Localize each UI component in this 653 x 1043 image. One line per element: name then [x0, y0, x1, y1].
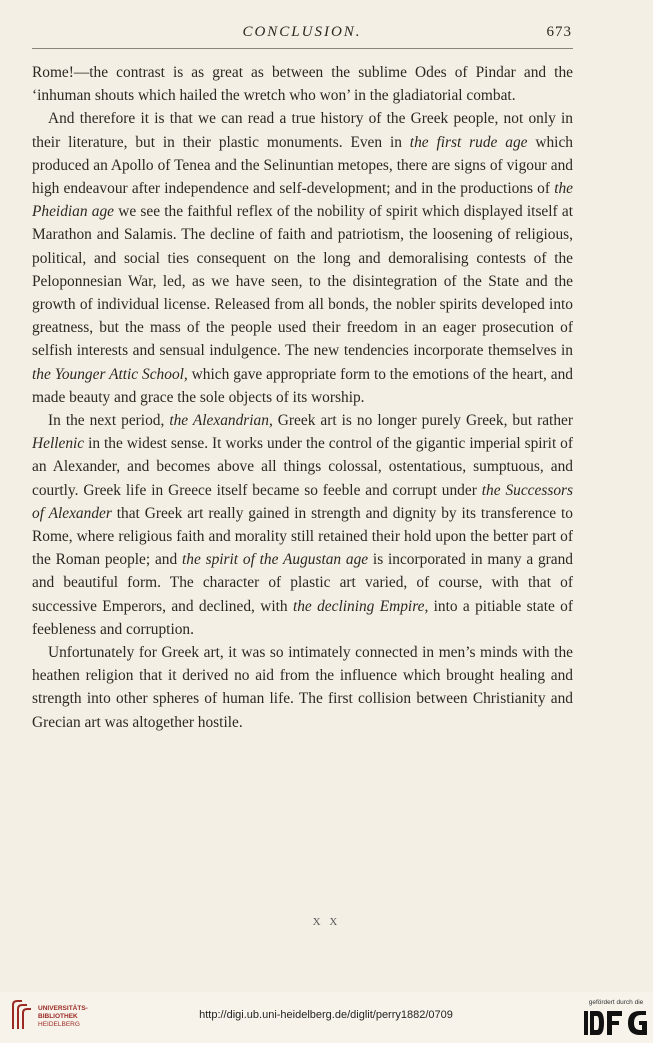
- library-name-line: BIBLIOTHEK: [38, 1013, 78, 1020]
- dfg-logo-icon: [584, 1009, 648, 1037]
- text-run: is incorporated in many a grand and beautiful form. The character of plastic art varied, of course, with that of successive Emperors, and declined, with: [32, 551, 573, 615]
- header-rule: [32, 48, 573, 49]
- library-seal-icon: [10, 999, 34, 1033]
- italic-phrase: the spirit of the Augustan age: [181, 551, 369, 569]
- library-name-line: UNIVERSITÄTS-: [38, 1005, 88, 1012]
- text-run: which gave appropriate form to the emotions of the heart, and made beauty and grace the sole objects of its worship.: [32, 365, 573, 406]
- italic-phrase: the Pheidian age: [32, 180, 573, 221]
- text-run: Greek art is no longer purely Greek, but rather: [272, 412, 573, 430]
- digitization-footer: [0, 992, 653, 1043]
- italic-phrase: the declining Empire,: [292, 597, 429, 615]
- funder-block: [584, 995, 648, 1039]
- text-run: in the widest sense. It works under the control of the gigantic imperial spirit of an Alexander, and becomes above all things colossal, ostentatious, sumptuous, and courtly. Greek life in Greece itself became so feeble and corrupt under: [32, 435, 573, 499]
- paragraph: [32, 409, 573, 641]
- text-run: into a pitiable state of feebleness and corruption.: [32, 597, 573, 638]
- source-url-link[interactable]: http://digi.ub.uni-heidelberg.de/diglit/perry1882/0709: [199, 1009, 453, 1021]
- italic-phrase: the Younger Attic School,: [32, 365, 188, 383]
- paragraph: [32, 61, 573, 107]
- page-header: [32, 22, 572, 48]
- paragraph: [32, 107, 573, 409]
- italic-phrase: the first rude age: [409, 133, 528, 151]
- page-number: 673: [546, 24, 572, 40]
- text-run: that Greek art really gained in strength and dignity by its transference to Rome, where religious faith and morality still retained their hold upon the better part of the Roman people; and: [32, 504, 573, 569]
- library-name: [38, 1005, 88, 1029]
- italic-phrase: the Successors of Alexander: [32, 481, 573, 522]
- italic-phrase: the Alexandrian,: [169, 412, 273, 430]
- library-logo: [10, 999, 90, 1035]
- running-title: CONCLUSION.: [242, 24, 362, 40]
- text-run: we see the faithful reflex of the nobility of spirit which displayed itself at Marathon and Salamis. The decline of faith and patriotism, the loosening of religious, political, and social ties consequent on the long and demoralising contests of the Peloponnesian War, led, as we have seen, to the disintegration of the State and the growth of individual license. Released from all bonds, the nobler spirits developed into greatness, but the mass of the people used their freedom in an eager prosecution of selfish interests and sensual indulgence. The new tendencies incorporate themselves in: [32, 203, 573, 360]
- funding-note: gefördert durch die: [588, 999, 644, 1006]
- signature-mark: X X: [312, 916, 341, 928]
- text-run: And therefore it is that we can read a true history of the Greek people, not only in their literature, but in their plastic monuments. Even in: [32, 110, 573, 151]
- paragraph: [32, 641, 573, 734]
- library-name-line: HEIDELBERG: [38, 1021, 80, 1028]
- body-text: [32, 61, 573, 734]
- text-run: which produced an Apollo of Tenea and the Selinuntian metopes, there are signs of vigour and high endeavour after independence and self-development; and in the productions of: [32, 133, 573, 198]
- text-run: Unfortunately for Greek art, it was so intimately connected in men’s minds with the heathen religion that it derived no aid from the influence which brought healing and strength into other spheres of human life. The first collision between Christianity and Grecian art was altogether hostile.: [32, 644, 573, 731]
- text-run: In the next period,: [48, 412, 170, 430]
- text-run: Rome!—the contrast is as great as between the sublime Odes of Pindar and the ‘inhuman shouts which hailed the wretch who won’ in the gladiatorial combat.: [32, 64, 573, 105]
- italic-phrase: Hellenic: [32, 435, 85, 453]
